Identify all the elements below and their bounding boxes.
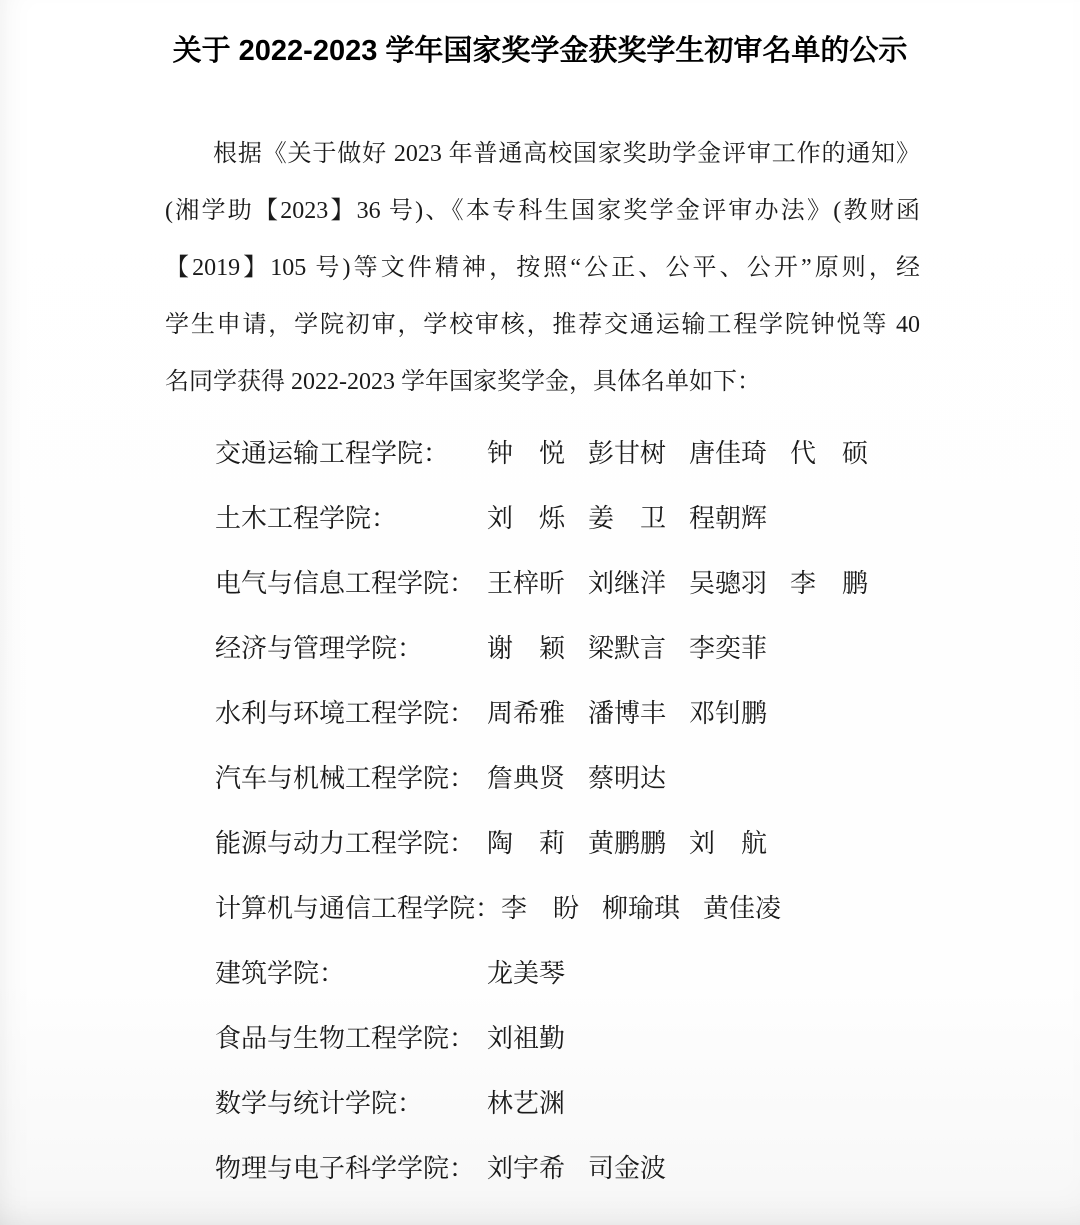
college-row [215, 939, 1080, 1004]
student-name: 王梓昕 [487, 569, 566, 598]
college-row [215, 1004, 1080, 1069]
student-name: 柳瑜琪 [602, 894, 681, 923]
student-name: 刘 烁 [487, 504, 566, 533]
college-name: 食品与生物工程学院： [215, 1024, 476, 1053]
college-row [215, 1134, 1080, 1199]
college-row [215, 874, 1080, 939]
student-name: 司金波 [588, 1154, 667, 1183]
college-name: 汽车与机械工程学院： [215, 764, 476, 793]
student-name: 周希雅 [487, 699, 566, 728]
college-name: 建筑学院： [215, 959, 346, 988]
college-row [215, 484, 1080, 549]
student-name: 钟 悦 [487, 439, 566, 468]
student-names [487, 823, 790, 860]
student-name: 詹典贤 [487, 764, 566, 793]
student-name: 李 鹏 [790, 569, 869, 598]
award-roster [215, 419, 1080, 1199]
college-name: 经济与管理学院： [215, 634, 424, 663]
student-name: 梁默言 [588, 634, 667, 663]
college-row [215, 1069, 1080, 1134]
college-name: 土木工程学院： [215, 504, 398, 533]
paragraph-line: 【2019】105 号)等文件精神，按照“公正、公平、公开”原则，经 [165, 255, 920, 281]
college-row [215, 809, 1080, 874]
student-name: 吴骢羽 [689, 569, 768, 598]
student-name: 代 硕 [790, 439, 869, 468]
student-name: 邓钊鹏 [689, 699, 768, 728]
college-name: 电气与信息工程学院： [215, 569, 476, 598]
student-names [487, 628, 790, 665]
college-name: 交通运输工程学院： [215, 439, 450, 468]
student-name: 唐佳琦 [689, 439, 768, 468]
student-names [487, 1018, 588, 1055]
student-name: 李 盼 [501, 894, 580, 923]
paragraph-line: 名同学获得 2022-2023 学年国家奖学金，具体名单如下： [165, 369, 761, 395]
student-name: 刘祖勤 [487, 1024, 566, 1053]
college-name: 数学与统计学院： [215, 1089, 424, 1118]
student-name: 彭甘树 [588, 439, 667, 468]
college-row [215, 614, 1080, 679]
student-name: 黄佳凌 [703, 894, 782, 923]
student-names [487, 758, 689, 795]
student-names [501, 888, 804, 925]
intro-paragraph [165, 126, 920, 411]
student-name: 程朝辉 [689, 504, 768, 533]
student-name: 李奕菲 [689, 634, 768, 663]
student-names [487, 1083, 588, 1120]
college-name: 物理与电子科学学院： [215, 1154, 476, 1183]
document-title: 关于 2022-2023 学年国家奖学金获奖学生初审名单的公示 [172, 35, 908, 67]
student-names [487, 498, 790, 535]
student-name: 刘继洋 [588, 569, 667, 598]
student-name: 陶 莉 [487, 829, 566, 858]
student-names [487, 953, 588, 990]
college-row [215, 419, 1080, 484]
college-name: 计算机与通信工程学院： [215, 894, 502, 923]
student-name: 刘宇希 [487, 1154, 566, 1183]
student-names [487, 433, 891, 470]
student-name: 刘 航 [689, 829, 768, 858]
student-name: 谢 颖 [487, 634, 566, 663]
college-row [215, 744, 1080, 809]
student-name: 林艺渊 [487, 1089, 566, 1118]
paragraph-line: 根据《关于做好 2023 年普通高校国家奖助学金评审工作的通知》 [213, 141, 920, 167]
student-name: 姜 卫 [588, 504, 667, 533]
student-names [487, 693, 790, 730]
college-name: 水利与环境工程学院： [215, 699, 476, 728]
paragraph-line: 学生申请，学院初审，学校审核，推荐交通运输工程学院钟悦等 40 [165, 312, 920, 338]
student-name: 龙美琴 [487, 959, 566, 988]
paragraph-line: (湘学助【2023】36 号)、《本专科生国家奖学金评审办法》(教财函 [165, 198, 920, 224]
college-row [215, 549, 1080, 614]
student-name: 黄鹏鹏 [588, 829, 667, 858]
college-row [215, 679, 1080, 744]
student-names [487, 1148, 689, 1185]
student-name: 潘博丰 [588, 699, 667, 728]
student-names [487, 563, 891, 600]
college-name: 能源与动力工程学院： [215, 829, 476, 858]
student-name: 蔡明达 [588, 764, 667, 793]
